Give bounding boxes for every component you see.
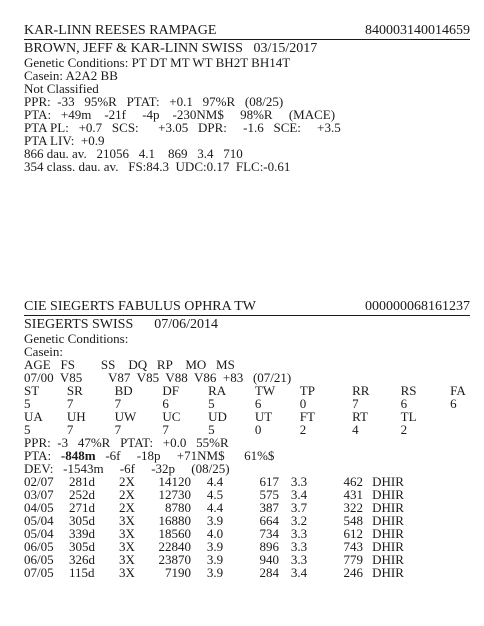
trait-label: FT [299, 409, 315, 424]
lactation-days: 271d [69, 500, 95, 515]
protein-percent: 3.4 [290, 487, 308, 502]
pedigree-record-1 [24, 22, 470, 173]
trait-value: 7 [66, 422, 74, 437]
trait-label: FA [450, 383, 466, 398]
pta-pl-line: PTA PL: +0.7 SCS: +3.05 DPR: -1.6 SCE: +3.5 [24, 120, 341, 135]
fat-lbs: 387 [259, 500, 279, 515]
classification-header: AGE FS SS DQ RP MO MS [24, 357, 235, 372]
protein-percent: 3.3 [290, 539, 308, 554]
animal-name: KAR-LINN REESES RAMPAGE [24, 23, 217, 38]
daughter-average: 866 dau. av. 21056 4.1 869 3.4 710 [24, 146, 243, 161]
record-1-header [24, 22, 470, 40]
trait-label: UC [162, 409, 181, 424]
lactation-date: 05/04 [24, 526, 54, 541]
genetic-conditions: Genetic Conditions: PT DT MT WT BH2T BH14T [24, 55, 291, 70]
milking-frequency: 3X [119, 526, 135, 541]
trait-label: UT [254, 409, 273, 424]
protein-lbs: 246 [343, 565, 363, 580]
lactation-date: 07/05 [24, 565, 54, 580]
trait-label: ST [24, 383, 40, 398]
fat-lbs: 575 [259, 487, 279, 502]
trait-value: 0 [254, 422, 262, 437]
fat-lbs: 617 [259, 474, 279, 489]
lactation-table [24, 475, 413, 579]
milk-lbs: 7190 [165, 565, 191, 580]
record-source: DHIR [372, 539, 404, 554]
pedigree-record-2 [24, 298, 470, 579]
trait-value: 7 [66, 396, 74, 411]
fat-lbs: 664 [259, 513, 279, 528]
milking-frequency: 3X [119, 539, 135, 554]
trait-label: SR [66, 383, 83, 398]
trait-value: 7 [352, 396, 359, 411]
lactation-days: 281d [69, 474, 95, 489]
milk-lbs: 18560 [158, 526, 191, 541]
record-source: DHIR [372, 500, 404, 515]
pta-label: PTA: [24, 448, 52, 463]
trait-value: 2 [299, 422, 307, 437]
trait-label: UH [66, 409, 86, 424]
record-source: DHIR [372, 552, 404, 567]
protein-lbs: 322 [343, 500, 363, 515]
protein-percent: 3.4 [290, 565, 308, 580]
ppr-line: PPR: -3 47%R PTAT: +0.0 55%R [24, 435, 229, 450]
milk-lbs: 23870 [158, 552, 191, 567]
genetic-conditions: Genetic Conditions: [24, 331, 129, 346]
classified-daughter-average: 354 class. dau. av. FS:84.3 UDC:0.17 FLC:-0.61 [24, 159, 291, 174]
protein-percent: 3.2 [290, 513, 308, 528]
fat-percent: 4.0 [206, 526, 224, 541]
trait-value: 0 [299, 396, 307, 411]
lactation-row [24, 566, 413, 579]
protein-lbs: 462 [343, 474, 363, 489]
protein-percent: 3.3 [290, 526, 308, 541]
trait-label: RA [208, 383, 227, 398]
record-source: DHIR [372, 565, 404, 580]
fat-percent: 4.4 [206, 500, 224, 515]
fat-percent: 3.9 [206, 565, 224, 580]
fat-percent: 3.9 [206, 539, 224, 554]
trait-value: 6 [254, 396, 262, 411]
milking-frequency: 3X [119, 513, 135, 528]
protein-percent: 3.7 [290, 500, 308, 515]
fat-lbs: 940 [259, 552, 279, 567]
owner-line: SIEGERTS SWISS 07/06/2014 [24, 317, 219, 332]
trait-value: 5 [24, 422, 31, 437]
trait-label: TP [299, 383, 315, 398]
pta-rest: -6f -18p +71NM$ 61%$ [95, 448, 275, 463]
trait-value: 7 [114, 396, 122, 411]
protein-percent: 3.3 [290, 552, 308, 567]
trait-value: 6 [400, 396, 408, 411]
lactation-date: 02/07 [24, 474, 54, 489]
trait-label: TL [400, 409, 417, 424]
record-source: DHIR [372, 526, 404, 541]
lactation-days: 326d [69, 552, 95, 567]
lactation-date: 05/04 [24, 513, 54, 528]
trait-label: UD [208, 409, 227, 424]
milk-lbs: 14120 [158, 474, 191, 489]
pta-liv-line: PTA LIV: +0.9 [24, 133, 105, 148]
lactation-date: 06/05 [24, 539, 54, 554]
record-source: DHIR [372, 513, 404, 528]
lactation-days: 305d [69, 539, 95, 554]
fat-lbs: 734 [259, 526, 279, 541]
milk-lbs: 16880 [158, 513, 191, 528]
protein-percent: 3.3 [290, 474, 308, 489]
milk-lbs: 8780 [165, 500, 191, 515]
lactation-days: 339d [69, 526, 95, 541]
fat-lbs: 896 [259, 539, 279, 554]
fat-percent: 3.9 [206, 552, 224, 567]
ppr-line: PPR: -33 95%R PTAT: +0.1 97%R (08/25) [24, 94, 284, 109]
pta-milk: -848m [60, 448, 96, 463]
trait-label: BD [114, 383, 133, 398]
record-source: DHIR [372, 487, 404, 502]
fat-lbs: 284 [259, 565, 279, 580]
dev-line: DEV: -1543m -6f -32p (08/25) [24, 461, 230, 476]
milking-frequency: 3X [119, 565, 135, 580]
trait-value: 4 [352, 422, 359, 437]
lactation-days: 115d [69, 565, 95, 580]
record-source: DHIR [372, 474, 404, 489]
pta-line: PTA: +49m -21f -4p -230NM$ 98%R (MACE) [24, 107, 336, 122]
trait-label: RS [400, 383, 417, 398]
owner-line: BROWN, JEFF & KAR-LINN SWISS 03/15/2017 [24, 41, 318, 56]
protein-lbs: 431 [343, 487, 363, 502]
trait-label: UW [114, 409, 137, 424]
protein-lbs: 612 [343, 526, 363, 541]
lactation-date: 03/07 [24, 487, 54, 502]
trait-value: 5 [208, 422, 215, 437]
fat-percent: 3.9 [206, 513, 224, 528]
animal-name: CIE SIEGERTS FABULUS OPHRA TW [24, 299, 256, 314]
trait-value: 5 [24, 396, 31, 411]
registration-id: 840003140014659 [365, 23, 470, 38]
linear-traits-table [24, 384, 470, 436]
trait-label: UA [24, 409, 43, 424]
lactation-date: 04/05 [24, 500, 54, 515]
registration-id: 000000068161237 [365, 299, 470, 314]
trait-value: 6 [450, 396, 457, 411]
record-2-header [24, 298, 470, 316]
milking-frequency: 2X [119, 500, 135, 515]
fat-percent: 4.4 [206, 474, 224, 489]
milking-frequency: 2X [119, 487, 135, 502]
milk-lbs: 22840 [158, 539, 191, 554]
trait-value: 5 [208, 396, 215, 411]
trait-label: RT [352, 409, 368, 424]
lactation-date: 06/05 [24, 552, 54, 567]
classification-values: 07/00 V85 V87 V85 V88 V86 +83 (07/21) [24, 370, 292, 385]
trait-value: 2 [400, 422, 408, 437]
milk-lbs: 12730 [158, 487, 191, 502]
casein: Casein: A2A2 BB [24, 68, 118, 83]
trait-value: 6 [162, 396, 169, 411]
trait-value: 7 [114, 422, 122, 437]
trait-label: RR [352, 383, 370, 398]
fat-percent: 4.5 [206, 487, 224, 502]
trait-label: TW [254, 383, 276, 398]
trait-label: DF [162, 383, 180, 398]
protein-lbs: 743 [343, 539, 363, 554]
milking-frequency: 2X [119, 474, 135, 489]
lactation-days: 305d [69, 513, 95, 528]
lactation-days: 252d [69, 487, 95, 502]
trait-value: 7 [162, 422, 169, 437]
classification-status: Not Classified [24, 81, 99, 96]
protein-lbs: 548 [343, 513, 363, 528]
casein: Casein: [24, 344, 63, 359]
milking-frequency: 3X [119, 552, 135, 567]
protein-lbs: 779 [343, 552, 363, 567]
